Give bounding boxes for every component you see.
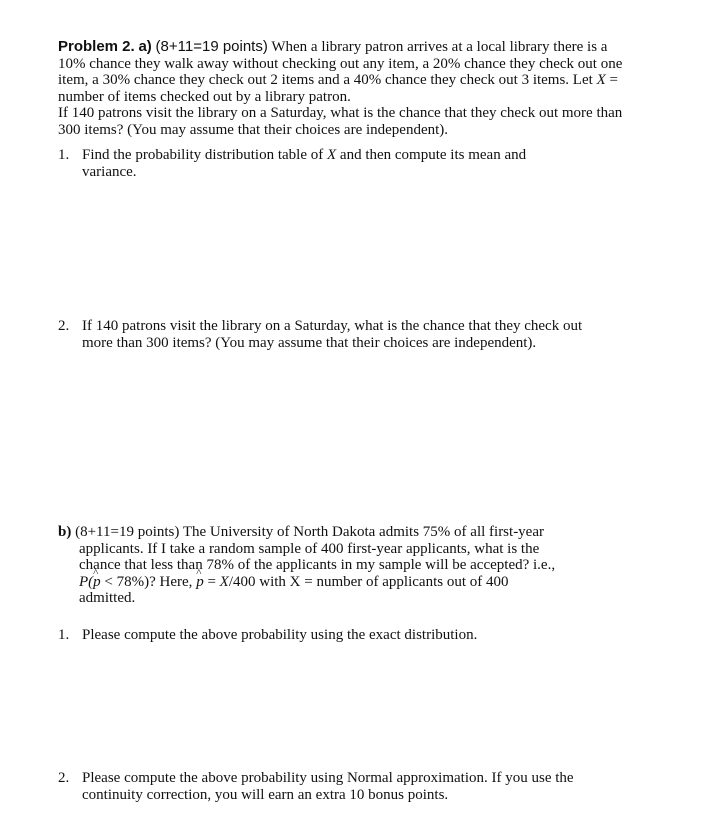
problem-2a-line-2: 10% chance they walk away without checking out any item, a 20% chance they check out one: [58, 55, 623, 72]
question-text: [82, 147, 662, 180]
less-than-text: < 78%)? Here,: [100, 573, 197, 590]
part-a-label: a): [138, 38, 152, 55]
part-a-points: (8+11=19 points): [155, 38, 268, 55]
problem-2b-line-1: [58, 524, 678, 541]
part-a-question-1: [58, 147, 662, 180]
b-q2-line2: continuity correction, you will earn an extra 10 bonus points.: [82, 786, 449, 803]
a-q1-line2: variance.: [82, 163, 137, 180]
p-hat-symbol: ^ p: [196, 574, 204, 591]
problem-2a-line-4: number of items checked out by a library patron.: [58, 88, 351, 105]
problem-2a-line-1: [58, 39, 668, 56]
question-number: 1.: [58, 147, 70, 163]
divide-text: /400 with X = number of applicants out of 400: [228, 573, 509, 590]
a-q1-line1-a: Find the probability distribution table of: [82, 147, 327, 163]
question-text: Please compute the above probability using the exact distribution.: [82, 627, 478, 643]
equals-text: =: [203, 573, 220, 590]
problem-2b-line-2: applicants. If I take a random sample of 400 first-year applicants, what is the: [79, 540, 540, 557]
problem-2b-body: [58, 541, 678, 607]
problem-2b-line-3: chance that less than 78% of the applicants in my sample will be accepted? i.e.,: [79, 557, 556, 573]
variable-x: X: [596, 72, 606, 88]
problem-2b-statement: [58, 524, 678, 607]
a-q2-line2: more than 300 items? (You may assume that their choices are independent).: [82, 334, 537, 351]
part-a-line1-rest: When a library patron arrives at a local library there is a: [271, 39, 608, 55]
p-hat-symbol: ^ p: [93, 574, 101, 591]
prob-function: P(: [79, 573, 94, 590]
problem-2a-line-3: [58, 72, 668, 89]
part-b-line1-rest: (8+11=19 points) The University of North Dakota admits 75% of all first-year: [71, 524, 544, 540]
part-a-line3-b: =: [605, 72, 618, 88]
problem-2b-line-5: admitted.: [79, 590, 136, 606]
question-number: 1.: [58, 627, 70, 643]
part-a-line3-a: item, a 30% chance they check out 2 items and a 40% chance they check out 3 items. Let: [58, 72, 597, 88]
variable-x: X: [219, 573, 229, 590]
problem-2a-statement: [58, 39, 668, 138]
part-a-question-2: [58, 318, 662, 351]
a-q2-line1: If 140 patrons visit the library on a Saturday, what is the chance that they check out: [82, 318, 583, 334]
question-number: 2.: [58, 770, 70, 786]
problem-2a-line-5: If 140 patrons visit the library on a Saturday, what is the chance that they check out more than: [58, 105, 623, 121]
problem-heading: Problem 2.: [58, 38, 135, 55]
question-text: [82, 770, 662, 803]
problem-2a-line-6: 300 items? (You may assume that their choices are independent).: [58, 121, 449, 138]
part-b-question-2: [58, 770, 662, 803]
part-b-label: b): [58, 524, 72, 540]
variable-x: X: [326, 147, 337, 163]
a-q1-line1-b: and then compute its mean and: [336, 147, 527, 163]
problem-2b-line-4: [79, 574, 678, 591]
b-q2-line1: Please compute the above probability using Normal approximation. If you use the: [82, 770, 574, 786]
question-text: [82, 318, 662, 351]
part-b-question-1: [58, 627, 662, 644]
question-number: 2.: [58, 318, 70, 334]
